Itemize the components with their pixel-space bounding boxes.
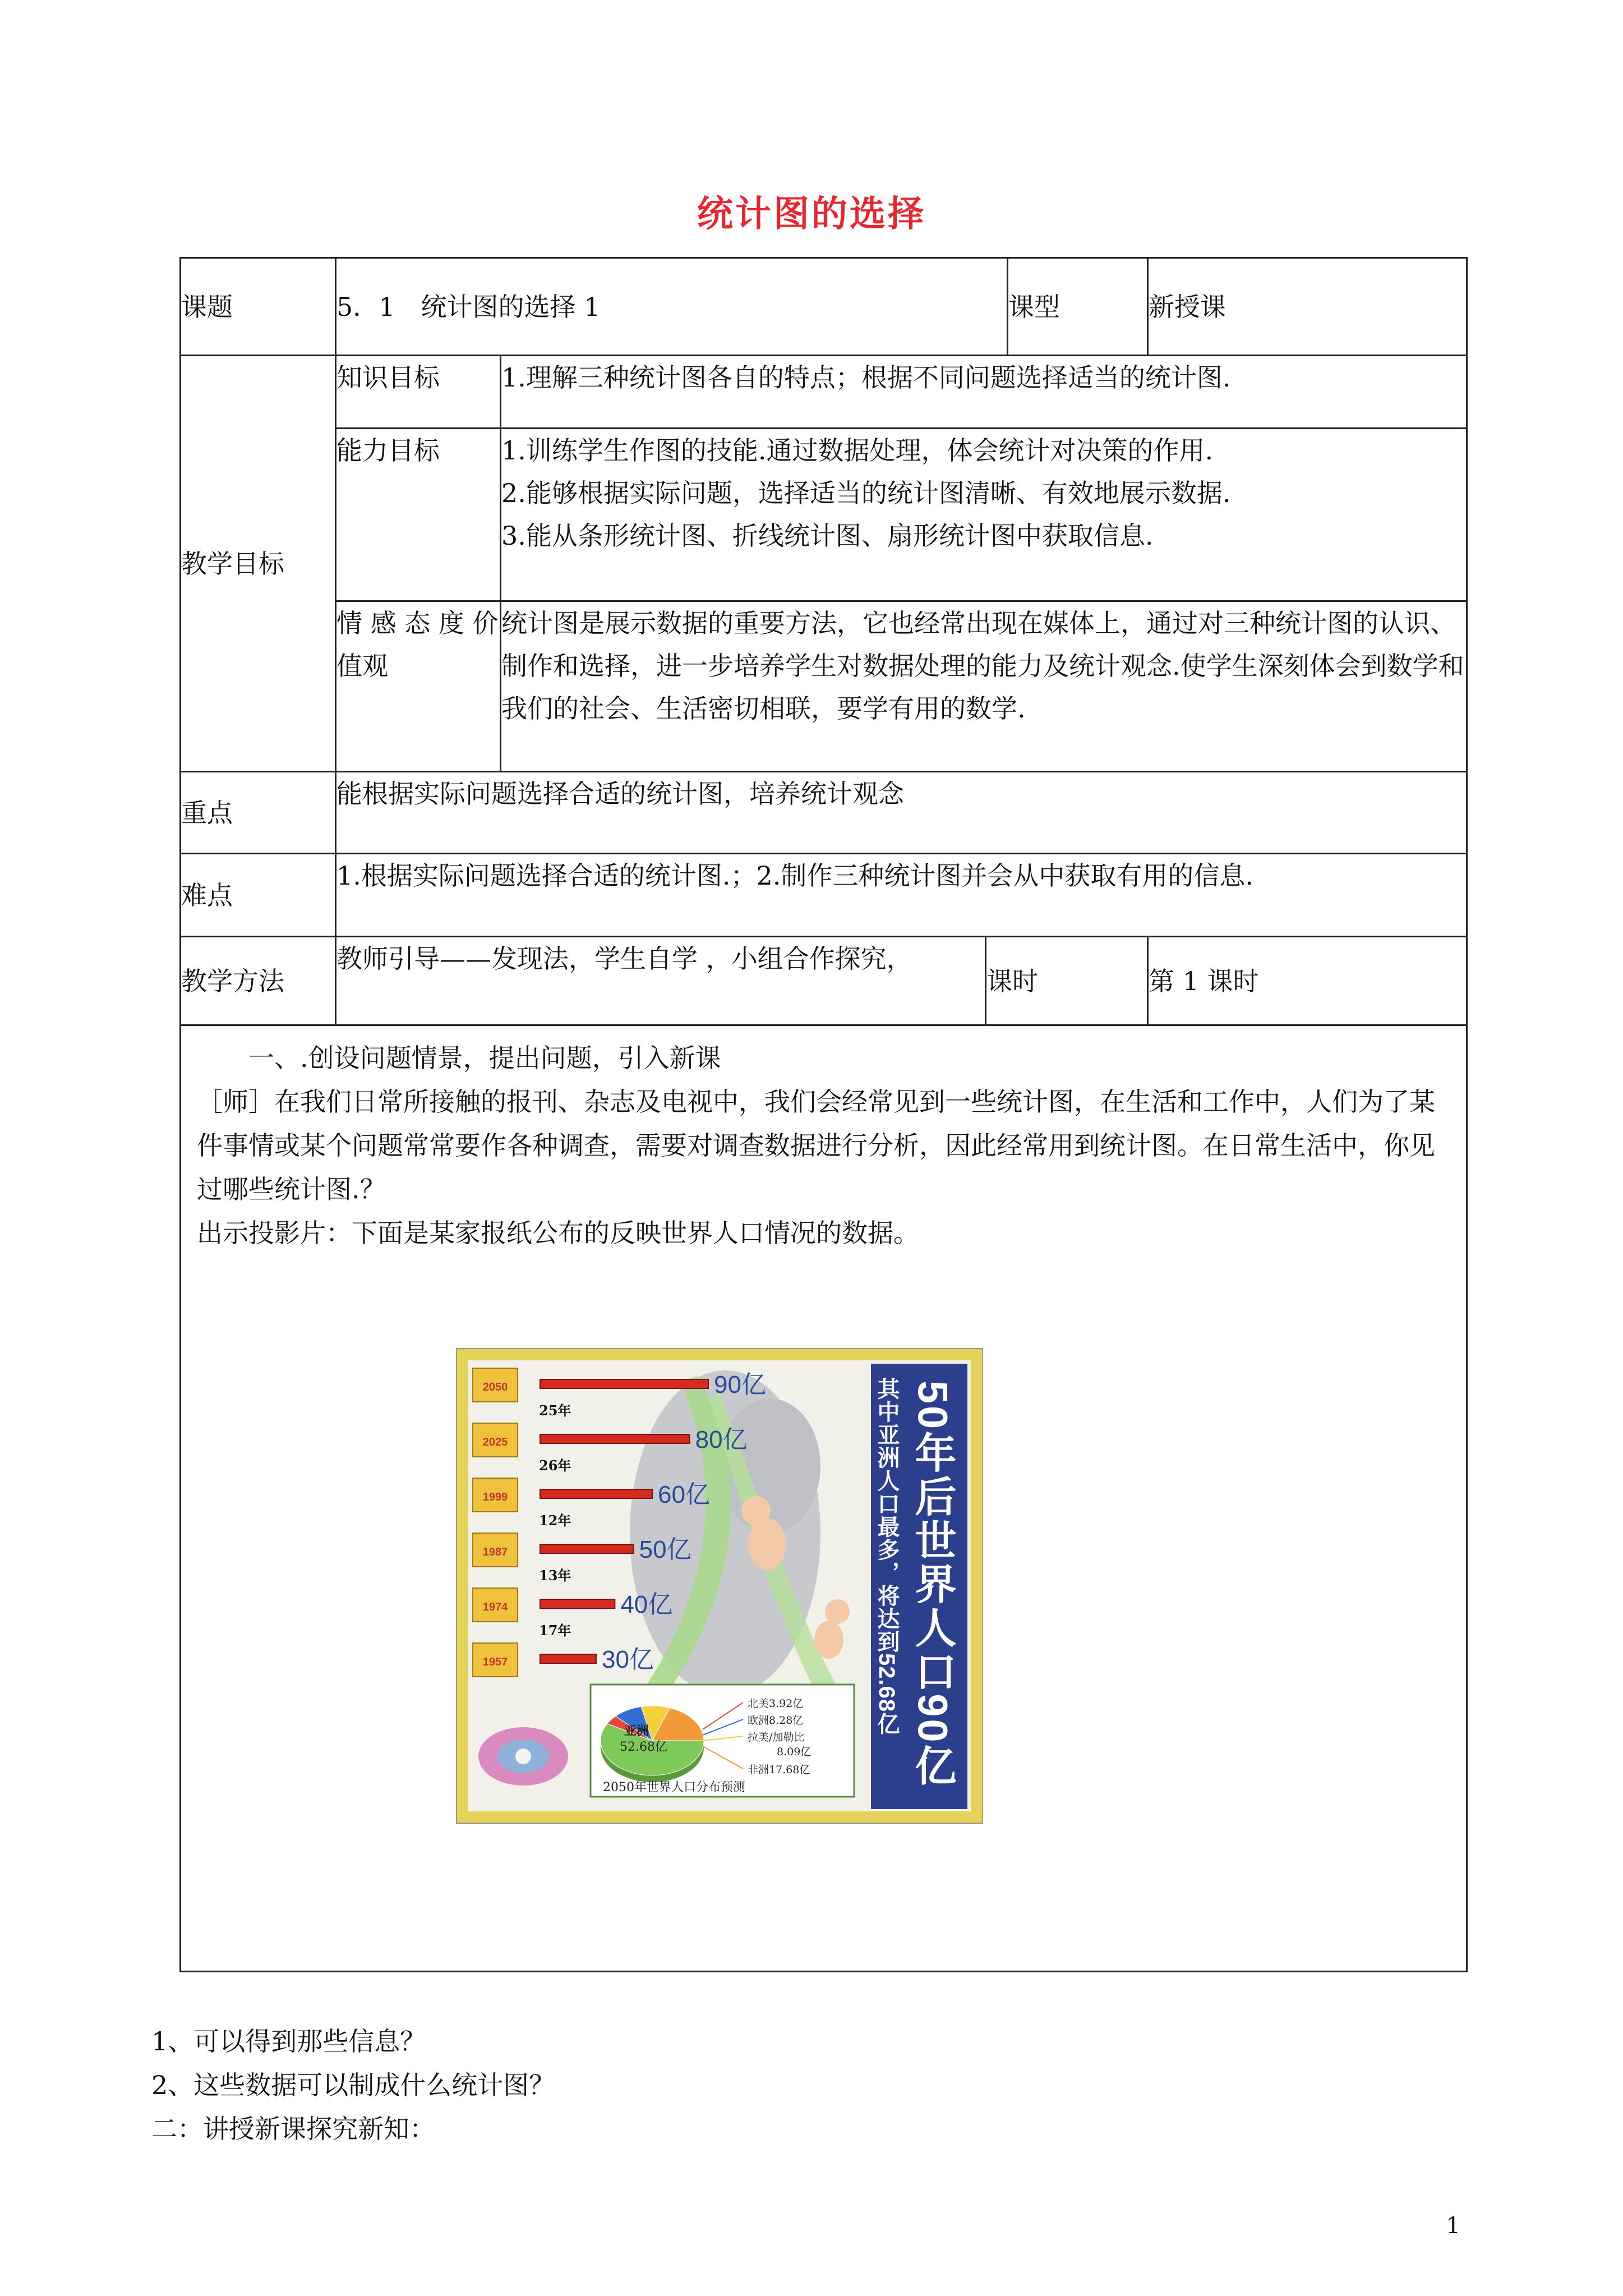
goal-knowledge-label: 知识目标	[336, 356, 501, 429]
lesson-para-2: 出示投影片：下面是某家报纸公布的反映世界人口情况的数据。	[197, 1218, 919, 1248]
pie-legend-value: 8.09亿	[777, 1746, 811, 1758]
bar-1957	[540, 1654, 596, 1663]
bar-1999	[540, 1489, 652, 1498]
bar-2050	[540, 1379, 708, 1388]
lesson-heading: 一、.创设问题情景，提出问题，引入新课	[248, 1043, 721, 1073]
year-label: 1957	[482, 1656, 508, 1668]
topic-label: 课题	[181, 258, 336, 356]
gap-label: 26年	[539, 1457, 571, 1474]
goal-knowledge-text: 1.理解三种统计图各自的特点；根据不同问题选择适当的统计图.	[501, 356, 1467, 429]
bar-value-label: 60亿	[658, 1481, 710, 1508]
lesson-para-1: ［师］在我们日常所接触的报刊、杂志及电视中，我们会经常见到一些统计图，在生活和工作中，人们为了某件事情或某个问题常常要作各种调查，需要对调查数据进行分析，因此经常用到统计图。在日常生活中，你见过哪些统计图.？	[197, 1087, 1435, 1204]
population-infographic	[456, 1348, 983, 1824]
bar-value-label: 50亿	[639, 1536, 691, 1563]
pie-title: 2050年世界人口分布预测	[603, 1780, 745, 1795]
goal-attitude-text: 统计图是展示数据的重要方法，它也经常出现在媒体上，通过对三种统计图的认识、制作和选择，进一步培养学生对数据处理的能力及统计观念.使学生深刻体会到数学和我们的社会、生活密切相联，要学有用的数学.	[501, 601, 1467, 772]
year-label: 1974	[482, 1601, 508, 1613]
bar-value-label: 90亿	[714, 1371, 766, 1398]
bar-value-label: 30亿	[602, 1646, 654, 1673]
lesson-plan-table	[179, 257, 1468, 1972]
bar-value-label: 40亿	[620, 1591, 673, 1618]
type-value: 新授课	[1148, 258, 1467, 356]
question-1: 1、可以得到那些信息？	[151, 2026, 426, 2056]
difficulty-label: 难点	[181, 854, 336, 937]
goal-ability-text: 1.训练学生作图的技能.通过数据处理，体会统计对决策的作用. 2.能够根据实际问题，选择适当的统计图清晰、有效地展示数据. 3.能从条形统计图、折线统计图、扇形统计图中获取信息.	[501, 429, 1467, 601]
year-label: 1999	[482, 1491, 508, 1503]
section-2-heading: 二：讲授新课探究新知：	[151, 2114, 435, 2144]
type-label: 课型	[1008, 258, 1148, 356]
pie-legend-label: 欧洲8.28亿	[748, 1714, 804, 1727]
pie-legend-label: 非洲17.68亿	[748, 1764, 810, 1776]
lesson-cell	[181, 1025, 1467, 1972]
pie-chart	[591, 1685, 854, 1797]
year-label: 2025	[482, 1436, 508, 1448]
headline-text: 50年后世界人口90亿	[909, 1381, 956, 1788]
goals-label: 教学目标	[181, 356, 336, 772]
hours-value: 第 1 课时	[1148, 937, 1467, 1025]
pie-legend-label: 拉美/加勒比	[748, 1731, 805, 1743]
hours-label: 课时	[986, 937, 1148, 1025]
goal-attitude-label: 情 感 态 度 价值观	[336, 601, 501, 772]
gap-label: 17年	[539, 1622, 571, 1639]
pie-legend-label: 北美3.92亿	[748, 1697, 804, 1710]
bar-value-label: 80亿	[695, 1426, 748, 1453]
method-value: 教师引导——发现法，学生自学 ，小组合作探究，	[336, 937, 986, 1025]
key-value: 能根据实际问题选择合适的统计图，培养统计观念	[336, 772, 1467, 854]
method-label: 教学方法	[181, 937, 336, 1025]
year-label: 2050	[482, 1381, 508, 1393]
page-title: 统计图的选择	[697, 193, 926, 235]
difficulty-value: 1.根据实际问题选择合适的统计图.；2.制作三种统计图并会从中获取有用的信息.	[336, 854, 1467, 937]
bar-2025	[540, 1434, 690, 1443]
pie-value: 52.68亿	[620, 1740, 667, 1754]
gap-label: 12年	[539, 1512, 571, 1529]
goal-ability-label: 能力目标	[336, 429, 501, 601]
page-number: 1	[1446, 2213, 1460, 2239]
gap-label: 13年	[539, 1567, 571, 1584]
gap-label: 25年	[539, 1402, 571, 1419]
bar-1974	[540, 1599, 615, 1608]
pie-label: 亚洲	[624, 1724, 649, 1738]
bar-1987	[540, 1544, 634, 1553]
key-label: 重点	[181, 772, 336, 854]
question-2: 2、这些数据可以制成什么统计图？	[151, 2070, 555, 2100]
logo-emblem	[478, 1727, 568, 1786]
subline-text: 其中亚洲人口最多，将达到52.68亿	[874, 1377, 899, 1736]
topic-value: 5．1 统计图的选择 1	[336, 258, 1008, 356]
year-label: 1987	[482, 1546, 508, 1558]
